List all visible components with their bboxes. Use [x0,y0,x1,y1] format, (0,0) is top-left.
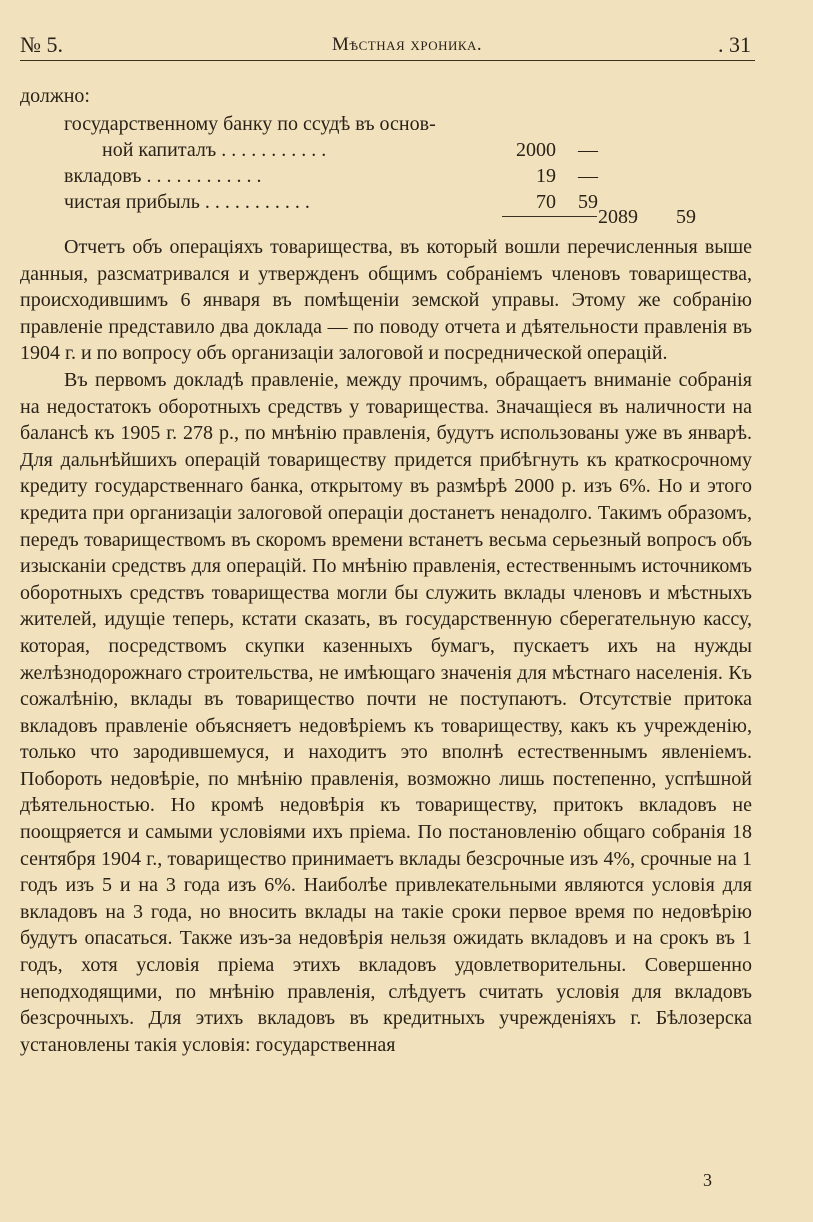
issue-number: № 5. [20,32,63,57]
account-label: ной капиталъ . . . . . . . . . . . [102,139,327,161]
account-label: чистая прибыль . . . . . . . . . . . [64,191,310,213]
section-title: Мѣстная хроника. [332,34,483,55]
account-intro: должно: [20,85,90,107]
total-rubles: 2089 [598,206,638,228]
account-kopecks: — [578,139,598,161]
account-rubles: 70 [536,191,556,213]
account-kopecks: — [578,165,598,187]
paragraph: Отчетъ объ операціяхъ товарищества, въ который вошли перечисленныя выше данныя, разсматривался и утвержденъ общимъ собраніемъ членовъ товарищества, происходившимъ 6 января въ помѣщеніи земской управы. Этому же собранію правленіе представило два доклада — по поводу отчета и дѣятельности правленія въ 1904 г. и по вопросу объ организаціи залоговой и посреднической операцій. [20,236,752,365]
signature-mark: 3 [703,1170,712,1190]
running-header [20,30,755,61]
body-text [20,234,752,1058]
account-rubles: 2000 [516,139,556,161]
page-number: . 31 [718,32,751,57]
account-label: вкладовъ . . . . . . . . . . . . [64,165,262,187]
account-kopecks: 59 [578,191,598,213]
total-kopecks: 59 [676,206,696,228]
account-label: государственному банку по ссудѣ въ основ- [64,113,436,135]
paragraph: Въ первомъ докладѣ правленіе, между прочимъ, обращаетъ вниманіе собранія на недостатокъ оборотныхъ средствъ у товарищества. Значащіеся въ наличности на балансѣ къ 1905 г. 278 р., по мнѣнію правленія, будутъ использованы уже въ январѣ. Для дальнѣйшихъ операцій товариществу придется прибѣгнуть къ краткосрочному кредиту государственнаго банка, открытому въ размѣрѣ 2000 р. изъ 6%. Но и этого кредита при организаціи залоговой операціи достанетъ ненадолго. Такимъ образомъ, передъ товариществомъ въ скоромъ времени встанетъ весьма серьезный вопросъ объ изысканіи средствъ для операцій. По мнѣнію правленія, естественнымъ источникомъ оборотныхъ средствъ товарищества могли бы служить вклады членовъ и мѣстныхъ жителей, идущіе теперь, кстати сказать, въ государственную сберегательную кассу, которая, посредствомъ скупки казенныхъ бумагъ, пускаетъ ихъ на нужды желѣзнодорожнаго строительства, не имѣющаго значенія для мѣстнаго населенія. Къ сожалѣнію, вклады въ товарищество почти не поступаютъ. Отсутствіе притока вкладовъ правленіе объясняетъ недовѣріемъ къ товариществу, какъ къ учрежденію, только что зародившемуся, и находитъ это вполнѣ естественнымъ явленіемъ. Побороть недовѣріе, по мнѣнію правленія, возможно лишь постепенно, успѣшной дѣятельностью. Но кромѣ недовѣрія къ товариществу, притокъ вкладовъ не поощряется и самыми условіями ихъ пріема. По постановленію общаго собранія 18 сентября 1904 г., товарищество принимаетъ вклады безсрочные изъ 4%, срочные на 1 годъ изъ 5 и на 3 года изъ 6%. Наиболѣе привлекательными являются условія для вкладовъ на 3 года, но вносить вклады на такіе сроки первое время по недовѣрію будутъ опасаться. Также изъ-за недовѣрія нельзя ожидать вкладовъ и на срокъ въ 1 годъ, хотя условія пріема этихъ вкладовъ удовлетворительны. Совершенно неподходящими, по мнѣнію правленія, слѣдуетъ считать условія для вкладовъ безсрочныхъ. Для этихъ вкладовъ въ кредитныхъ учрежденіяхъ г. Бѣлозерска установлены такія условія: государственная [20,368,752,1056]
total-rule [502,216,597,217]
account-rubles: 19 [536,165,556,187]
